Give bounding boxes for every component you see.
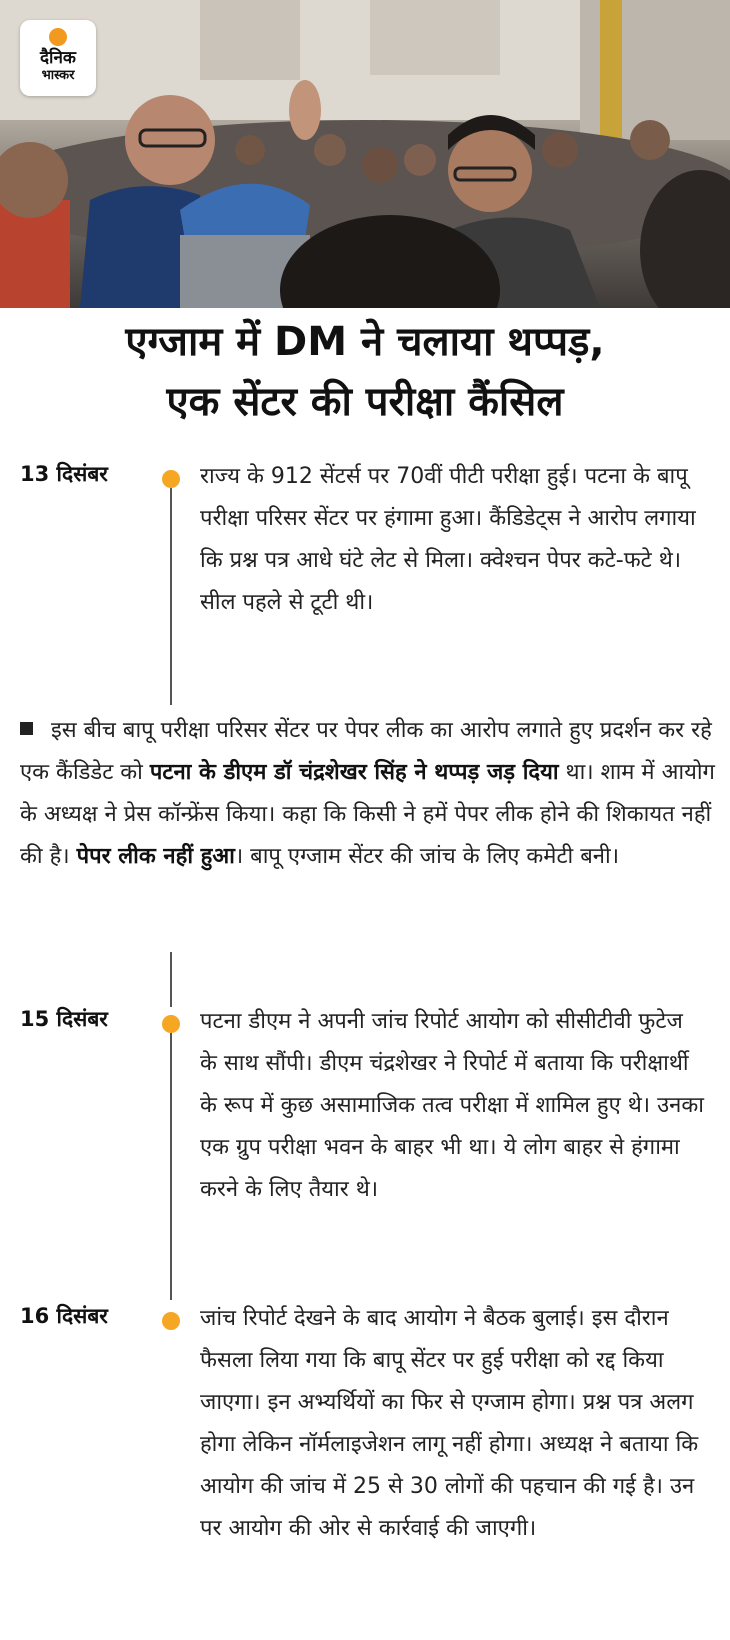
middle-paragraph-part3: । बापू एग्जाम सेंटर की जांच के लिए कमेटी बनी। (234, 844, 620, 869)
timeline-text-2: पटना डीएम ने अपनी जांच रिपोर्ट आयोग को सीसीटीवी फुटेज के साथ सौंपी। डीएम चंद्रशेखर ने रिपोर्ट में बताया कि परीक्षार्थी के रूप में कुछ असामाजिक तत्व परीक्षा में शामिल हुए थे। उनका एक ग्रुप परीक्षा भवन के बाहर भी था। ये लोग बाहर से हंगामा करने के लिए तैयार थे। (200, 1009, 704, 1202)
news-photo (0, 0, 730, 308)
timeline-date-2: 15 दिसंबर (20, 1007, 108, 1031)
middle-paragraph (20, 710, 715, 878)
headline (10, 312, 720, 432)
crowd-scene-illustration (0, 0, 730, 308)
timeline-dot-1 (162, 470, 180, 488)
bullet-square-icon (20, 722, 33, 735)
middle-paragraph-bold2: पेपर लीक नहीं हुआ (76, 844, 235, 869)
timeline-dot-2 (162, 1015, 180, 1033)
timeline-text-3: जांच रिपोर्ट देखने के बाद आयोग ने बैठक बुलाई। इस दौरान फैसला लिया गया कि बापू सेंटर पर हुई परीक्षा को रद्द किया जाएगा। इन अभ्यर्थियों का फिर से एग्जाम होगा। प्रश्न पत्र अलग होगा लेकिन नॉर्मलाइजेशन लागू नहीं होगा। अध्यक्ष ने बताया कि आयोग की जांच में 25 से 30 लोगों की पहचान की गई है। उन पर आयोग की ओर से कार्रवाई की जाएगी। (200, 1306, 699, 1541)
timeline-date-3: 16 दिसंबर (20, 1304, 108, 1328)
logo-sun-dot (49, 28, 67, 46)
middle-paragraph-part1: इस बीच बापू परीक्षा परिसर सेंटर पर पेपर लीक का आरोप लगाते हुए प्रदर्शन कर रहे एक कैंडिडेट को (20, 718, 712, 785)
middle-paragraph-bold1: पटना के डीएम डॉ चंद्रशेखर सिंह ने थप्पड़ जड़ दिया (149, 760, 559, 785)
timeline-line-2b (170, 1033, 172, 1300)
timeline-text-1: राज्य के 912 सेंटर्स पर 70वीं पीटी परीक्षा हुई। पटना के बापू परीक्षा परिसर सेंटर पर हंगामा हुआ। कैंडिडेट्स ने आरोप लगाया कि प्रश्न पत्र आधे घंटे लेट से मिला। क्वेश्चन पेपर कटे-फटे थे। सील पहले से टूटी थी। (200, 464, 696, 615)
dainik-bhaskar-logo (20, 20, 96, 96)
headline-line1: एग्जाम में DM ने चलाया थप्पड़, (125, 319, 605, 365)
timeline-dot-3 (162, 1312, 180, 1330)
headline-line2: एक सेंटर की परीक्षा कैंसिल (166, 379, 564, 425)
timeline-line-1 (170, 488, 172, 705)
logo-text-line2: भास्कर (41, 68, 75, 83)
logo-text-line1: दैनिक (40, 48, 76, 68)
middle-paragraph-part2: था। शाम में आयोग के अध्यक्ष ने प्रेस कॉन्फ्रेंस किया। कहा कि किसी ने हमें पेपर लीक होने की शिकायत नहीं की है। (20, 760, 715, 869)
timeline-line-2a (170, 952, 172, 1007)
timeline-date-1: 13 दिसंबर (20, 462, 108, 486)
